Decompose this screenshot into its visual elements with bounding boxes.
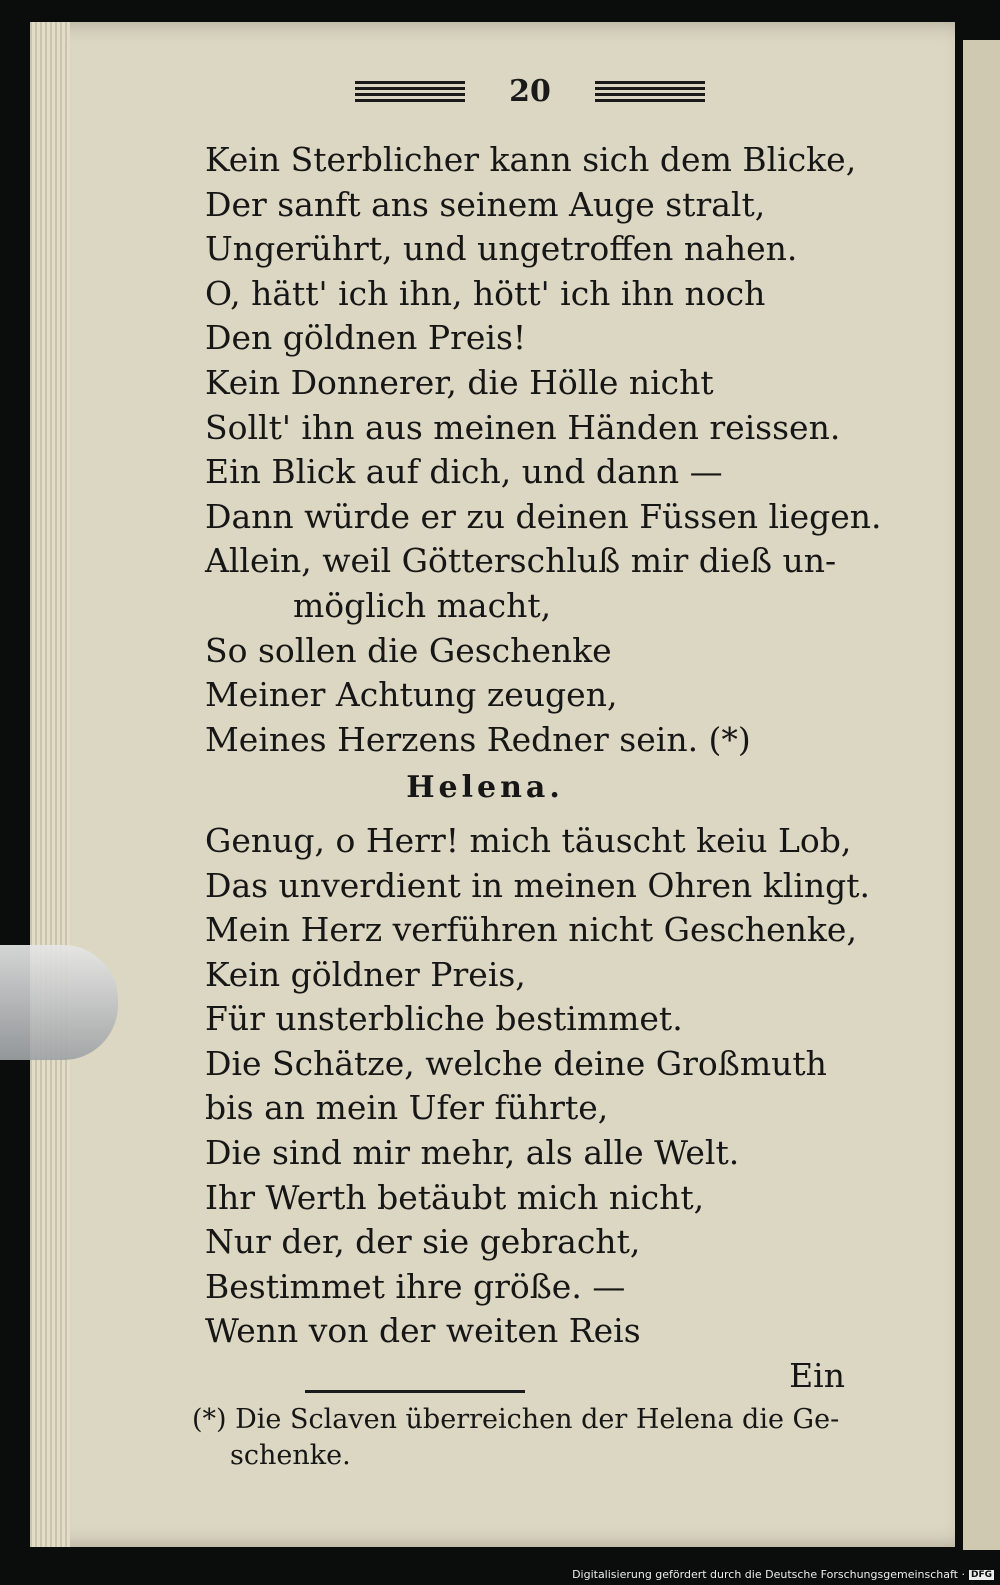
verse-line: Dann würde er zu deinen Füssen liegen. <box>205 496 882 536</box>
digitization-credit <box>572 1568 994 1581</box>
page-number: 20 <box>509 73 551 109</box>
book-clip <box>0 945 118 1060</box>
verse-line: Kein Donnerer, die Hölle nicht <box>205 362 714 402</box>
header-rule-right <box>595 81 705 102</box>
page-header <box>355 70 705 112</box>
verse-line: Meines Herzens Redner sein. (*) <box>205 719 751 759</box>
verse-line: Genug, o Herr! mich täuscht keiu Lob, <box>205 820 852 860</box>
facing-page <box>963 40 1000 1550</box>
verse-line: bis an mein Ufer führte, <box>205 1088 609 1128</box>
credit-text: Digitalisierung gefördert durch die Deutsche Forschungsgemeinschaft · <box>572 1568 965 1581</box>
verse-line: Der sanft ans seinem Auge stralt, <box>205 184 766 224</box>
verse-line: Für unsterbliche bestimmet. <box>205 999 683 1039</box>
footnote <box>192 1402 892 1474</box>
verse-line: Kein göldner Preis, <box>205 954 526 994</box>
verse-line: Wenn von der weiten Reis <box>205 1311 641 1351</box>
verse-line: Ungerührt, und ungetroffen nahen. <box>205 229 798 269</box>
verse-line: Das unverdient in meinen Ohren klingt. <box>205 865 871 905</box>
footnote-line: schenke. <box>230 1440 351 1471</box>
verse-line: Bestimmet ihre größe. — <box>205 1266 626 1306</box>
dfg-logo: DFG <box>970 1569 992 1580</box>
verse-line: Die Schätze, welche deine Großmuth <box>205 1043 827 1083</box>
verse-line: Sollt' ihn aus meinen Händen reissen. <box>205 407 841 447</box>
verse-line: Nur der, der sie gebracht, <box>205 1222 641 1262</box>
verse-text <box>205 138 905 1399</box>
footnote-rule <box>305 1390 525 1393</box>
header-rule-left <box>355 81 465 102</box>
speaker-name: Helena. <box>406 770 564 806</box>
verse-line: Kein Sterblicher kann sich dem Blicke, <box>205 140 857 179</box>
verse-line: Die sind mir mehr, als alle Welt. <box>205 1133 740 1173</box>
verse-line: Den göldnen Preis! <box>205 318 527 358</box>
verse-line: Allein, weil Götterschluß mir dieß un- <box>205 541 837 581</box>
verse-line: Meiner Achtung zeugen, <box>205 675 618 715</box>
verse-line: So sollen die Geschenke <box>205 630 612 670</box>
catchword: Ein <box>789 1356 845 1396</box>
page-edge <box>30 22 70 1547</box>
verse-line: Mein Herz verführen nicht Geschenke, <box>205 910 857 950</box>
footnote-line: (*) Die Sclaven überreichen der Helena die Ge- <box>192 1404 840 1435</box>
verse-line: Ihr Werth betäubt mich nicht, <box>205 1177 705 1217</box>
verse-line: O, hätt' ich ihn, hött' ich ihn noch <box>205 273 766 313</box>
verse-line: Ein Blick auf dich, und dann — <box>205 452 723 492</box>
verse-line-continuation: möglich macht, <box>293 585 552 625</box>
